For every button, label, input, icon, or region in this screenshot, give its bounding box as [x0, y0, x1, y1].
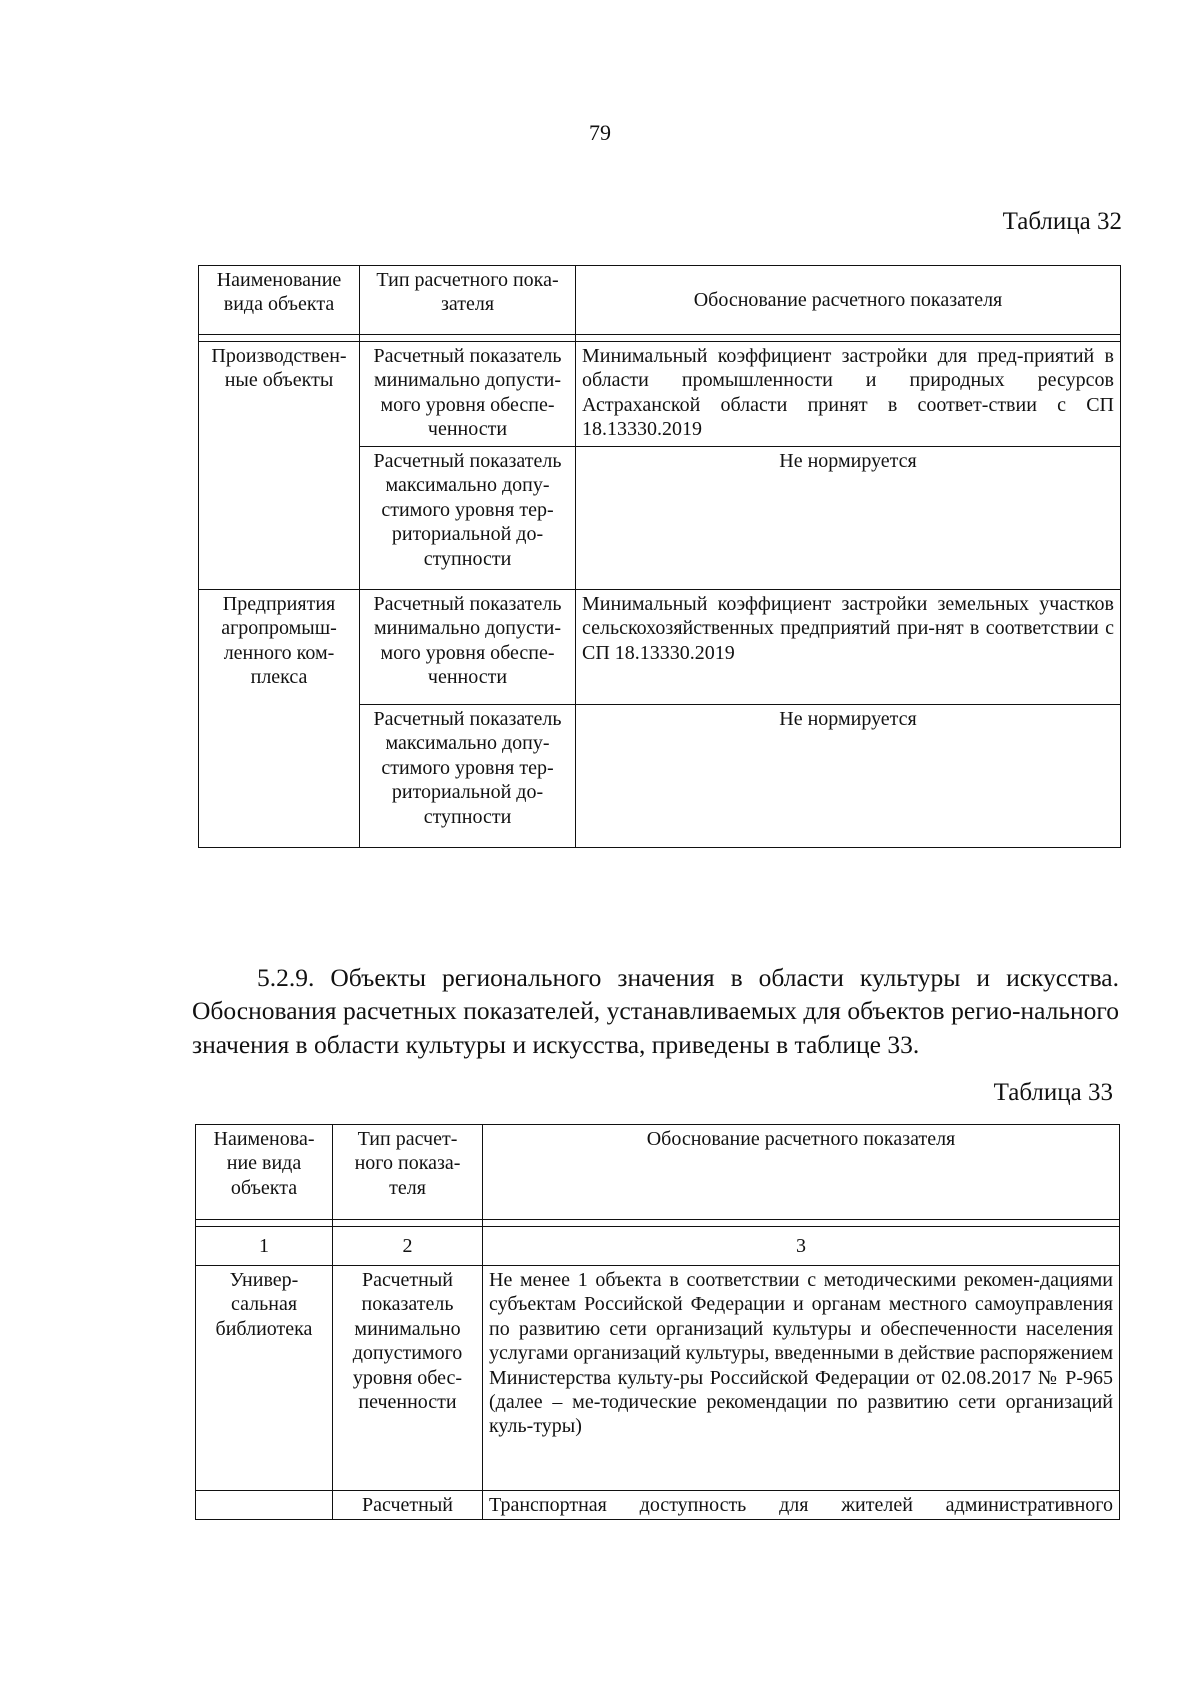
- page-number: 79: [589, 120, 611, 145]
- table-33-label: Таблица 33: [993, 1079, 1113, 1106]
- table-32-justification: Не нормируется: [576, 447, 1121, 590]
- table-row: [199, 590, 1121, 705]
- table-33-justification: Транспортная доступность для жителей административного: [483, 1491, 1120, 1520]
- table-32-indicator-type: Расчетный показатель минимально допусти-мого уровня обеспе-ченности: [360, 590, 576, 705]
- table-33-number-row: [196, 1227, 1120, 1266]
- table-33-column-number: 3: [483, 1227, 1120, 1266]
- table-33-column-number: 1: [196, 1227, 333, 1266]
- table-32-indicator-type: Расчетный показатель максимально допу-стимого уровня тер-риториальной до-ступности: [360, 447, 576, 590]
- table-row: [196, 1491, 1120, 1520]
- table-33-indicator-type: Расчетный показатель минимально допустимого уровня обес-печенности: [333, 1266, 483, 1491]
- table-33-indicator-type: Расчетный: [333, 1491, 483, 1520]
- section-paragraph: 5.2.9. Объекты регионального значения в области культуры и искусства. Обоснования расчетных показателей, устанавливаемых для объектов регио-нального значения в области культуры и искусства, приведены в таблице 33.: [192, 962, 1119, 1060]
- table-32: [198, 265, 1121, 848]
- table-32-header-justification: Обоснование расчетного показателя: [576, 266, 1121, 335]
- table-32-header-name: Наименование вида объекта: [199, 266, 360, 335]
- table-33-header-row: [196, 1125, 1120, 1220]
- table-33-header-name: Наименова-ние вида объекта: [196, 1125, 333, 1220]
- table-row: [199, 342, 1121, 447]
- table-32-justification: Минимальный коэффициент застройки земельных участков сельскохозяйственных предприятий при-нят в соответствии с СП 18.13330.2019: [576, 590, 1121, 705]
- table-32-object-name: Предприятия агропромыш-ленного ком-плекса: [199, 590, 360, 848]
- table-32-indicator-type: Расчетный показатель минимально допусти-мого уровня обеспе-ченности: [360, 342, 576, 447]
- table-row: [196, 1266, 1120, 1491]
- table-33-object-name: Универ-сальная библиотека: [196, 1266, 333, 1491]
- table-32-object-name: Производствен-ные объекты: [199, 342, 360, 590]
- table-33-justification: Не менее 1 объекта в соответствии с методическими рекомен-дациями субъектам Российской Федерации и органам местного самоуправления по развитию сети организаций культуры и обеспеченности населения услугами организаций культуры, введенными в действие распоряжением Министерства культу-ры Российской Федерации от 02.08.2017 № Р-965 (далее – ме-тодические рекомендации по развитию сети организаций куль-туры): [483, 1266, 1120, 1491]
- table-33-header-type: Тип расчет-ного показа-теля: [333, 1125, 483, 1220]
- table-32-header-type: Тип расчетного пока-зателя: [360, 266, 576, 335]
- table-32-label: Таблица 32: [1002, 208, 1122, 235]
- table-33-column-number: 2: [333, 1227, 483, 1266]
- table-33-object-name: [196, 1491, 333, 1520]
- table-32-header-row: [199, 266, 1121, 335]
- table-32-justification: Не нормируется: [576, 705, 1121, 848]
- table-33-header-justification: Обоснование расчетного показателя: [483, 1125, 1120, 1220]
- table-32-indicator-type: Расчетный показатель максимально допу-стимого уровня тер-риториальной до-ступности: [360, 705, 576, 848]
- table-33: [195, 1124, 1120, 1520]
- table-32-justification: Минимальный коэффициент застройки для пред-приятий в области промышленности и природных ресурсов Астраханской области принят в соответ-ствии с СП 18.13330.2019: [576, 342, 1121, 447]
